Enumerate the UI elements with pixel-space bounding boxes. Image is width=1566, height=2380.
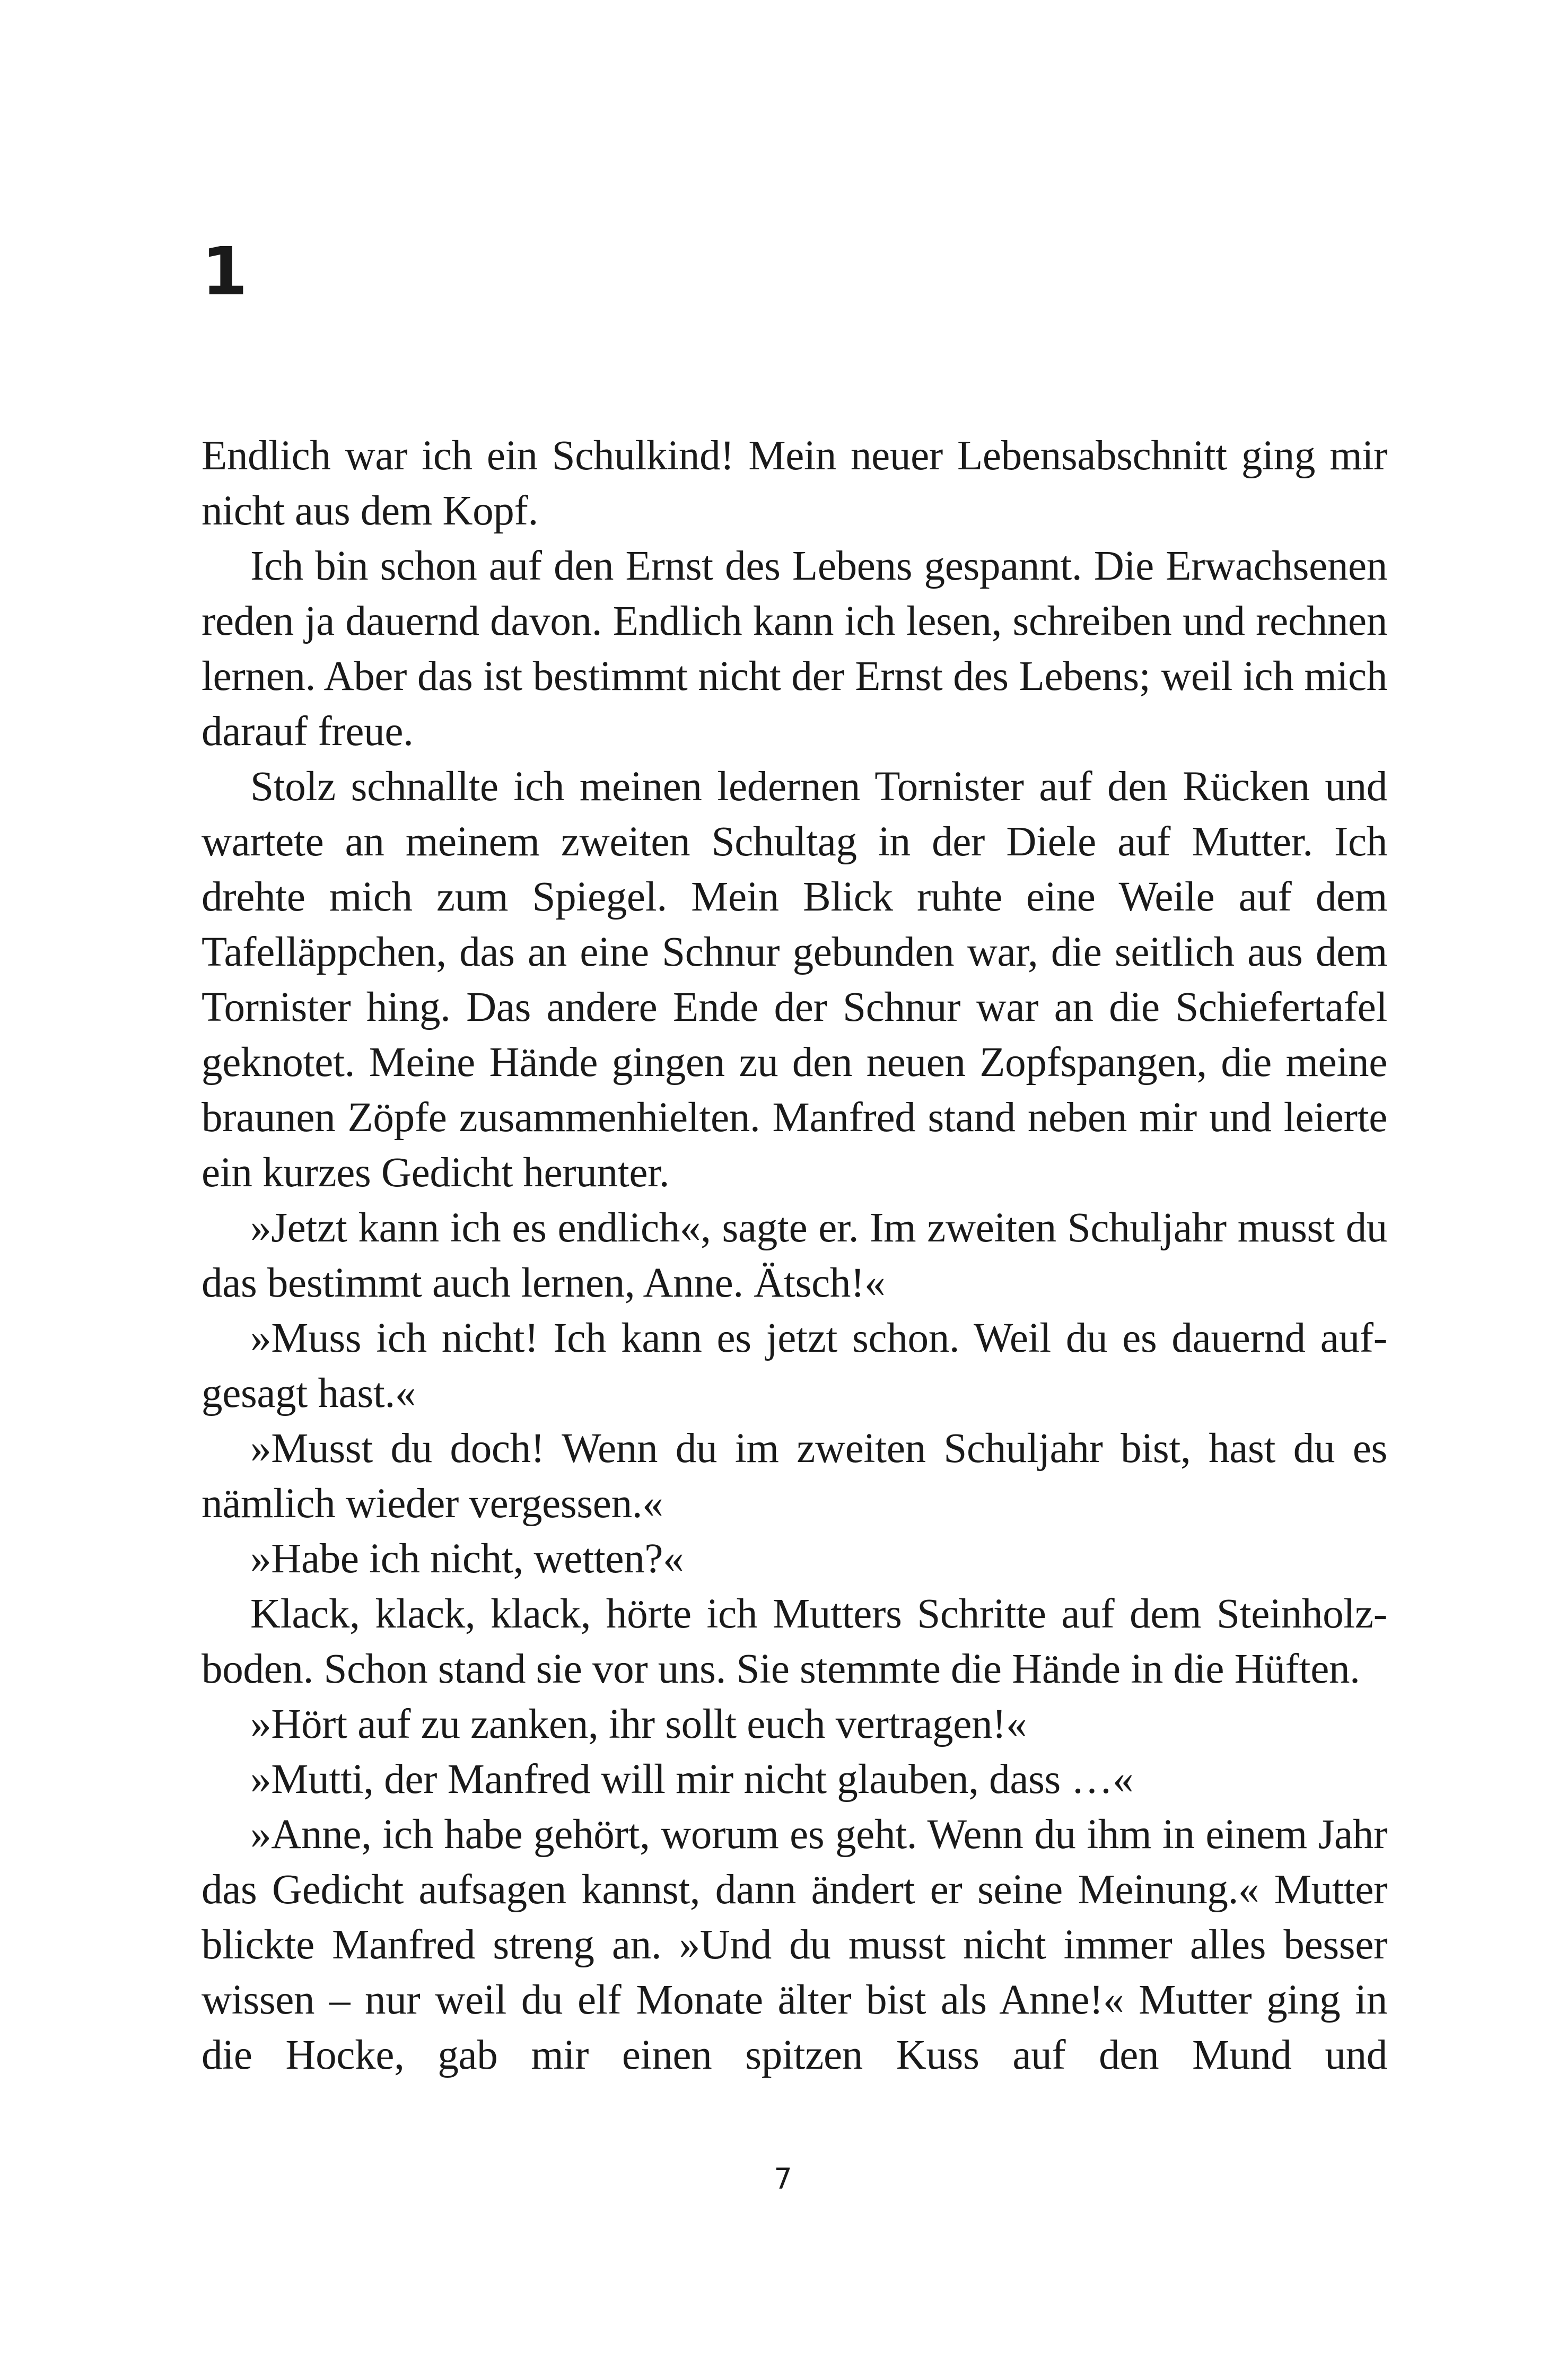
paragraph: Endlich war ich ein Schulkind! Mein neuer Lebensabschnitt ging mir nicht aus dem Kopf. <box>202 433 1387 534</box>
paragraph: Ich bin schon auf den Ernst des Lebens gespannt. Die Erwachsenen reden ja dauernd davon. Endlich kann ich lesen, schreiben und rechnen lernen. Aber das ist bestimmt nicht der Ernst des Lebens; weil ich mich darauf freue. <box>202 543 1387 755</box>
chapter-number: 1 <box>202 233 248 310</box>
paragraph: Klack, klack, klack, hörte ich Mutters Schritte auf dem Steinholzboden. Schon stand sie vor uns. Sie stemmte die Hände in die Hüften. <box>202 1591 1387 1692</box>
paragraph: »Musst du doch! Wenn du im zweiten Schuljahr bist, hast du es nämlich wieder vergessen.« <box>202 1425 1387 1527</box>
paragraph: »Muss ich nicht! Ich kann es jetzt schon. Weil du es dauernd aufgesagt hast.« <box>202 1315 1387 1416</box>
paragraph: Stolz schnallte ich meinen ledernen Tornister auf den Rücken und wartete an meinem zweiten Schultag in der Diele auf Mutter. Ich drehte mich zum Spiegel. Mein Blick ruhte eine Weile auf dem Tafelläppchen, das an eine Schnur gebunden war, die seitlich aus dem Tornister hing. Das andere Ende der Schnur war an die Schiefertafel geknotet. Meine Hände gingen zu den neuen Zopfspangen, die meine braunen Zöpfe zusammenhielten. Manfred stand neben mir und leierte ein kurzes Gedicht herunter. <box>202 764 1387 1196</box>
chapter-text <box>202 428 1387 2083</box>
paragraph: »Hört auf zu zanken, ihr sollt euch vertragen!« <box>250 1701 1027 1747</box>
page-number: 7 <box>774 2162 792 2195</box>
paragraph: »Habe ich nicht, wetten?« <box>250 1536 684 1582</box>
paragraph: »Mutti, der Manfred will mir nicht glauben, dass …« <box>250 1756 1134 1802</box>
paragraph: »Jetzt kann ich es endlich«, sagte er. Im zweiten Schuljahr musst du das bestimmt auch lernen, Anne. Ätsch!« <box>202 1205 1387 1306</box>
paragraph: »Anne, ich habe gehört, worum es geht. Wenn du ihm in einem Jahr das Gedicht aufsagen kannst, dann ändert er seine Meinung.« Mutter blickte Manfred streng an. »Und du musst nicht immer alles besser wissen – nur weil du elf Monate älter bist als Anne!« Mutter ging in die Hocke, gab mir einen spitzen Kuss auf den Mund und <box>202 1812 1387 2078</box>
